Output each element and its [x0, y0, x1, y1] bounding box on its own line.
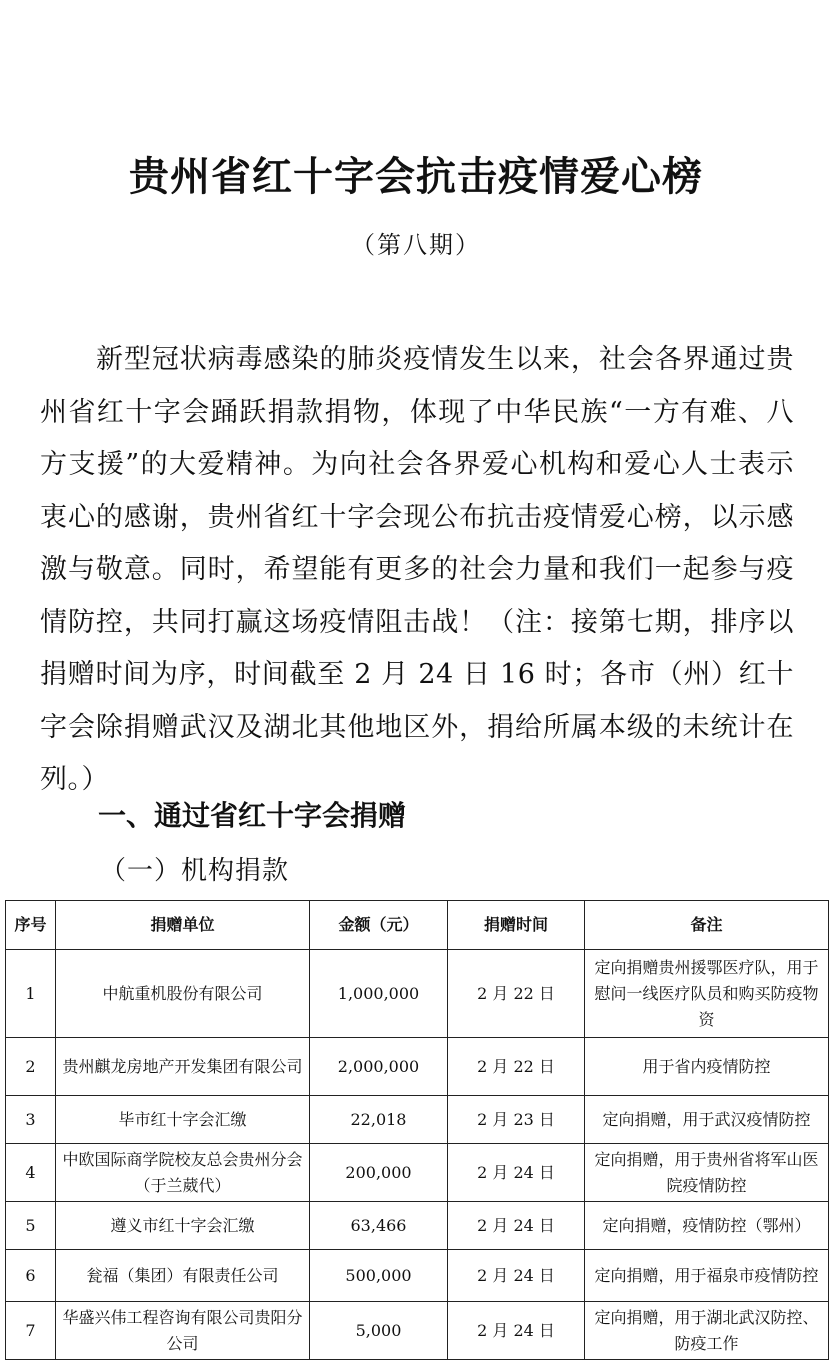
cell-date: 2 月 24 日 [448, 1302, 585, 1360]
header-date: 捐赠时间 [448, 901, 585, 950]
cell-date: 2 月 24 日 [448, 1202, 585, 1250]
cell-note: 定向捐赠，用于贵州省将军山医院疫情防控 [585, 1144, 829, 1202]
cell-unit: 贵州麒龙房地产开发集团有限公司 [56, 1038, 310, 1096]
cell-amount: 500,000 [310, 1250, 448, 1302]
issue-number: （第八期） [351, 231, 481, 259]
cell-no: 1 [6, 950, 56, 1038]
cell-date: 2 月 22 日 [448, 950, 585, 1038]
table-row [6, 1250, 829, 1302]
cell-no: 4 [6, 1144, 56, 1202]
cell-amount: 200,000 [310, 1144, 448, 1202]
cell-date: 2 月 24 日 [448, 1144, 585, 1202]
cell-no: 5 [6, 1202, 56, 1250]
cell-amount: 63,466 [310, 1202, 448, 1250]
cell-note: 用于省内疫情防控 [585, 1038, 829, 1096]
table-row [6, 1038, 829, 1096]
cell-amount: 5,000 [310, 1302, 448, 1360]
intro-paragraph: 新型冠状病毒感染的肺炎疫情发生以来，社会各界通过贵州省红十字会踊跃捐款捐物，体现了中华民族“一方有难、八方支援”的大爱精神。为向社会各界爱心机构和爱心人士表示衷心的感谢，贵州省红十字会现公布抗击疫情爱心榜，以示感激与敬意。同时，希望能有更多的社会力量和我们一起参与疫情防控，共同打赢这场疫情阻击战！（注：接第七期，排序以捐赠时间为序，时间截至 2 月 24 日 16 时；各市（州）红十字会除捐赠武汉及湖北其他地区外，捐给所属本级的未统计在列。） [40, 344, 794, 795]
cell-unit: 中航重机股份有限公司 [56, 950, 310, 1038]
cell-note: 定向捐赠，用于武汉疫情防控 [585, 1096, 829, 1144]
table-row [6, 1144, 829, 1202]
cell-no: 6 [6, 1250, 56, 1302]
subsection-heading: （一）机构捐款 [100, 856, 290, 886]
cell-amount: 2,000,000 [310, 1038, 448, 1096]
header-amount: 金额（元） [310, 901, 448, 950]
header-note: 备注 [585, 901, 829, 950]
cell-unit: 华盛兴伟工程咨询有限公司贵阳分公司 [56, 1302, 310, 1360]
table-row [6, 1202, 829, 1250]
table-row [6, 1096, 829, 1144]
cell-note: 定向捐赠贵州援鄂医疗队，用于慰问一线医疗队员和购买防疫物资 [585, 950, 829, 1038]
cell-unit: 毕市红十字会汇缴 [56, 1096, 310, 1144]
cell-date: 2 月 23 日 [448, 1096, 585, 1144]
cell-no: 3 [6, 1096, 56, 1144]
cell-amount: 22,018 [310, 1096, 448, 1144]
cell-note: 定向捐赠，用于福泉市疫情防控 [585, 1250, 829, 1302]
header-no: 序号 [6, 901, 56, 950]
donation-table [5, 900, 829, 1360]
page-title: 贵州省红十字会抗击疫情爱心榜 [129, 153, 703, 200]
header-unit: 捐赠单位 [56, 901, 310, 950]
cell-date: 2 月 24 日 [448, 1250, 585, 1302]
table-header-row [6, 901, 829, 950]
cell-no: 2 [6, 1038, 56, 1096]
cell-note: 定向捐赠，用于湖北武汉防控、防疫工作 [585, 1302, 829, 1360]
table-row [6, 1302, 829, 1360]
cell-no: 7 [6, 1302, 56, 1360]
cell-amount: 1,000,000 [310, 950, 448, 1038]
section-heading: 一、通过省红十字会捐赠 [98, 799, 407, 832]
cell-date: 2 月 22 日 [448, 1038, 585, 1096]
cell-note: 定向捐赠，疫情防控（鄂州） [585, 1202, 829, 1250]
cell-unit: 遵义市红十字会汇缴 [56, 1202, 310, 1250]
table-row [6, 950, 829, 1038]
cell-unit: 中欧国际商学院校友总会贵州分会（于兰葳代） [56, 1144, 310, 1202]
cell-unit: 瓮福（集团）有限责任公司 [56, 1250, 310, 1302]
